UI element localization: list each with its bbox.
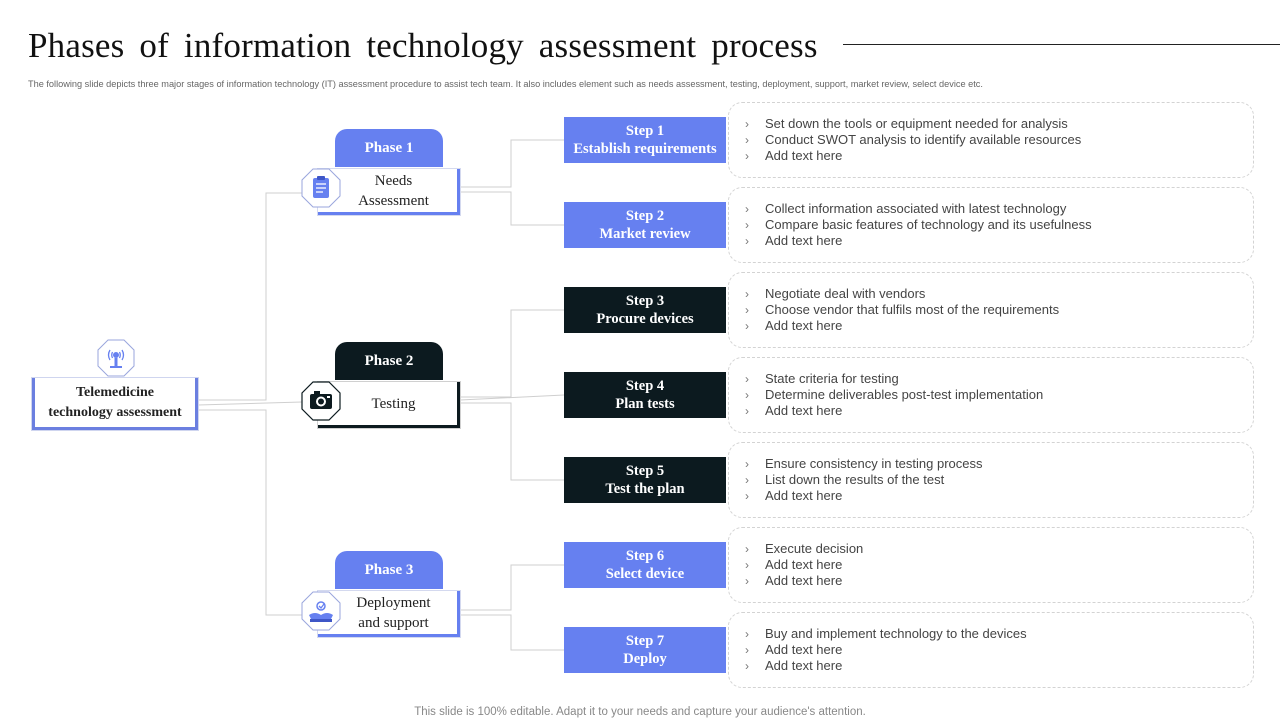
chevron-right-icon: › (745, 659, 749, 673)
connector-phase3-step7 (460, 615, 564, 650)
connector-phase2-step5 (460, 403, 564, 480)
step-3-number: Step 3 (625, 293, 665, 309)
list-item: › Execute decision (745, 541, 864, 556)
chevron-right-icon: › (745, 457, 749, 471)
phase-1-label-line1: Needs (374, 172, 413, 189)
chevron-right-icon: › (745, 234, 749, 248)
connector-phase1-step2 (460, 192, 564, 225)
chevron-right-icon: › (745, 627, 749, 641)
step-4-details (728, 357, 1254, 433)
connector-phase2-step3 (460, 310, 564, 397)
step-7-details (728, 612, 1254, 688)
phase-1-label-line2: Assessment (358, 192, 429, 209)
step-1-name: Establish requirements (573, 141, 717, 157)
list-item: › Buy and implement technology to the devices (745, 626, 1027, 641)
step-5-box (564, 457, 726, 503)
root-label-line1: Telemedicine (75, 384, 154, 400)
chevron-right-icon: › (745, 372, 749, 386)
step-6-box (564, 542, 726, 588)
list-item: › Add text here (745, 403, 843, 418)
chevron-right-icon: › (745, 489, 749, 503)
connector-phase3-step6 (460, 565, 564, 610)
phase-2-label-line1: Testing (371, 395, 416, 412)
connector-root-phase2 (198, 402, 302, 405)
telemedicine-icon (97, 339, 135, 377)
chevron-right-icon: › (745, 542, 749, 556)
chevron-right-icon: › (745, 303, 749, 317)
chevron-right-icon: › (745, 149, 749, 163)
slide-footer: This slide is 100% editable. Adapt it to your needs and capture your audience's attention. (414, 706, 866, 718)
step-3-name: Procure devices (596, 311, 694, 327)
step-5-number: Step 5 (625, 463, 665, 479)
clipboard-icon (301, 168, 341, 208)
chevron-right-icon: › (745, 117, 749, 131)
list-item: › Ensure consistency in testing process (745, 456, 983, 471)
step-4-name: Plan tests (615, 396, 675, 412)
chevron-right-icon: › (745, 218, 749, 232)
step-6-number: Step 6 (625, 548, 665, 564)
list-item: › Add text here (745, 488, 843, 503)
phase-1-tab: Phase 1 (335, 129, 443, 167)
step-5-name: Test the plan (605, 481, 685, 497)
chevron-right-icon: › (745, 133, 749, 147)
step-4-number: Step 4 (625, 378, 665, 394)
step-6-name: Select device (605, 566, 685, 582)
step-2-details (728, 187, 1254, 263)
slide-title: Phases of information technology assessment process (28, 26, 818, 65)
list-item: › List down the results of the test (745, 472, 945, 487)
root-node (32, 378, 198, 430)
chevron-right-icon: › (745, 202, 749, 216)
chevron-right-icon: › (745, 574, 749, 588)
list-item: › Add text here (745, 658, 843, 673)
support-hands-icon (301, 591, 341, 631)
step-6-details (728, 527, 1254, 603)
step-2-name: Market review (599, 226, 691, 242)
connector-phase1-step1 (460, 140, 564, 187)
list-item: › Add text here (745, 557, 843, 572)
list-item: › Add text here (745, 642, 843, 657)
chevron-right-icon: › (745, 643, 749, 657)
step-7-box (564, 627, 726, 673)
chevron-right-icon: › (745, 388, 749, 402)
phase-2-tab: Phase 2 (335, 342, 443, 380)
chevron-right-icon: › (745, 404, 749, 418)
step-4-box (564, 372, 726, 418)
step-3-details (728, 272, 1254, 348)
list-item: › Determine deliverables post-test implementation (745, 387, 1044, 402)
step-1-number: Step 1 (625, 123, 665, 139)
connector-root-phase1 (198, 193, 302, 400)
connector-root-phase3 (198, 410, 302, 615)
step-3-box (564, 287, 726, 333)
list-item: › State criteria for testing (745, 371, 899, 386)
chevron-right-icon: › (745, 473, 749, 487)
list-item: › Add text here (745, 233, 843, 248)
chevron-right-icon: › (745, 287, 749, 301)
list-item: › Compare basic features of technology and its usefulness (745, 217, 1092, 232)
list-item: › Conduct SWOT analysis to identify available resources (745, 132, 1082, 147)
chevron-right-icon: › (745, 319, 749, 333)
list-item: › Add text here (745, 318, 843, 333)
step-7-name: Deploy (623, 651, 667, 667)
phase-3-tab: Phase 3 (335, 551, 443, 589)
root-label-line2: technology assessment (48, 404, 182, 420)
step-1-box (564, 117, 726, 163)
list-item: › Negotiate deal with vendors (745, 286, 926, 301)
step-1-details (728, 102, 1254, 178)
step-2-number: Step 2 (625, 208, 665, 224)
step-5-details (728, 442, 1254, 518)
chevron-right-icon: › (745, 558, 749, 572)
phase-3-label-line1: Deployment (356, 594, 431, 611)
phase-3-label-line2: and support (358, 614, 429, 631)
list-item: › Set down the tools or equipment needed for analysis (745, 116, 1068, 131)
list-item: › Add text here (745, 148, 843, 163)
list-item: › Choose vendor that fulfils most of the requirements (745, 302, 1060, 317)
slide-subtitle: The following slide depicts three major stages of information technology (IT) assessment procedure to assist tech team. It also includes element such as needs assessment, testing, deployment, support, market review, select device etc. (28, 79, 983, 89)
list-item: › Collect information associated with latest technology (745, 201, 1067, 216)
camera-icon (301, 381, 341, 421)
step-2-box (564, 202, 726, 248)
step-7-number: Step 7 (625, 633, 665, 649)
list-item: › Add text here (745, 573, 843, 588)
